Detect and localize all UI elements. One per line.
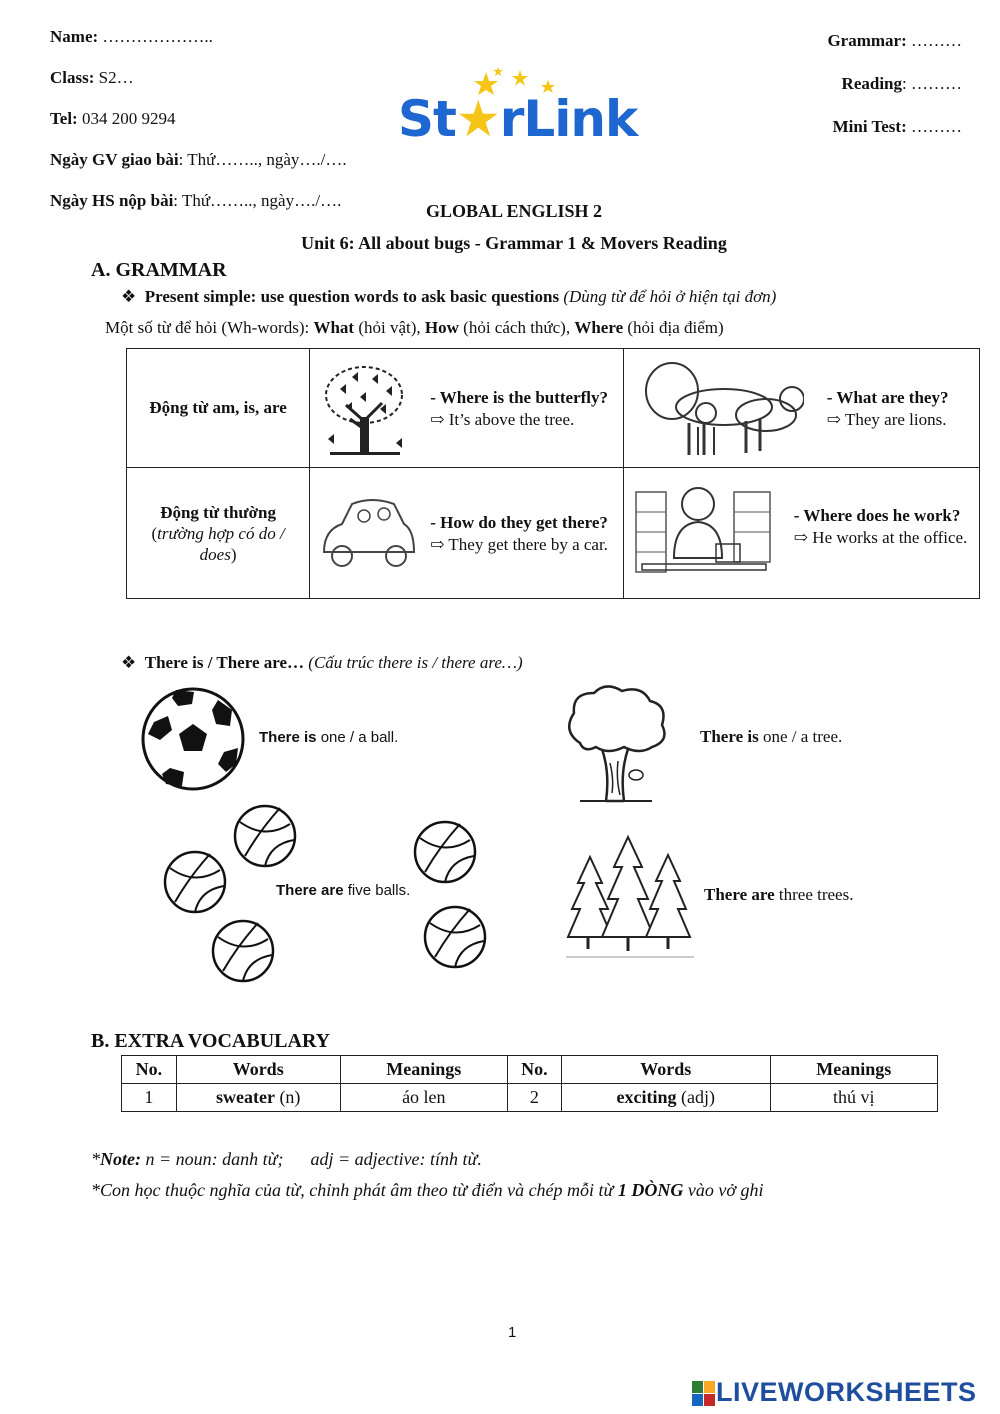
- arrow-icon: ⇨: [430, 410, 445, 429]
- tel-line: Tel: 034 200 9294: [50, 109, 176, 128]
- arrow-icon: ⇨: [430, 535, 445, 554]
- answer-car: They get there by a car.: [448, 535, 608, 554]
- starlink-logo: St★rLink: [398, 68, 648, 158]
- class-line: Class: S2…: [50, 68, 134, 87]
- verb-be-label: Động từ am, is, are: [127, 349, 310, 468]
- logo-star-icon: ★: [455, 90, 500, 148]
- there-is-ball: There is one / a ball.: [259, 729, 399, 746]
- bullet-present-simple: ❖ Present simple: use question words to ask basic questions (Dùng từ để hỏi ở hiện tại đơn): [121, 287, 777, 306]
- col-words: Words: [176, 1056, 340, 1084]
- col-meanings: Meanings: [770, 1056, 937, 1084]
- liveworksheets-icon: [692, 1381, 716, 1407]
- butterfly-cell: [310, 349, 624, 468]
- note-instructions: *Con học thuộc nghĩa của từ, chỉnh phát âm theo từ điển và chép mỗi từ 1 DÒNG vào vở ghi: [91, 1180, 764, 1200]
- there-are-balls: There are five balls.: [276, 882, 411, 899]
- diamond-bullet-icon: ❖: [121, 287, 137, 306]
- mini-test-score: Mini Test: ………: [832, 117, 962, 136]
- soccer-ball-icon: [140, 686, 246, 792]
- col-meanings: Meanings: [340, 1056, 507, 1084]
- vocabulary-table: [121, 1055, 938, 1112]
- answer-lions: They are lions.: [845, 410, 947, 429]
- bullet-there-is: ❖ There is / There are… (Cấu trúc there is / there are…): [121, 653, 523, 672]
- unit-title: Unit 6: All about bugs - Grammar 1 & Movers Reading: [301, 233, 727, 253]
- there-is-tree: There is one / a tree.: [700, 727, 843, 746]
- student-submit-date: Ngày HS nộp bài: Thứ…….., ngày…./….: [50, 191, 342, 210]
- arrow-icon: ⇨: [826, 410, 842, 429]
- lions-cell: [623, 349, 979, 468]
- question-lions: - What are they?: [826, 388, 949, 407]
- answer-office: He works at the office.: [812, 528, 968, 547]
- there-are-trees: There are three trees.: [704, 885, 854, 904]
- table-row: [122, 1084, 938, 1112]
- diamond-bullet-icon: ❖: [121, 653, 137, 672]
- vocab-no: 1: [122, 1084, 177, 1112]
- question-car: - How do they get there?: [430, 513, 608, 532]
- vocab-meaning: áo len: [340, 1084, 507, 1112]
- section-a-heading: A. GRAMMAR: [91, 259, 227, 281]
- teacher-assign-date: Ngày GV giao bài: Thứ…….., ngày…./….: [50, 150, 347, 169]
- note-abbreviations: *Note: n = noun: danh từ; adj = adjective: tính từ.: [91, 1149, 482, 1169]
- vocab-word: sweater (n): [176, 1084, 340, 1112]
- col-words: Words: [561, 1056, 770, 1084]
- regular-verb-label: Động từ thường (trường hợp có do / does): [127, 468, 310, 599]
- question-office: - Where does he work?: [793, 506, 961, 525]
- vocab-no: 2: [507, 1084, 561, 1112]
- car-cell: [310, 468, 624, 599]
- car-icon: [318, 490, 418, 580]
- lions-icon: [634, 355, 804, 463]
- three-trees-icon: [566, 833, 694, 963]
- answer-butterfly: It’s above the tree.: [448, 410, 575, 429]
- grammar-table: [126, 348, 980, 599]
- page-number: 1: [508, 1324, 517, 1341]
- arrow-icon: ⇨: [793, 528, 809, 547]
- course-title: GLOBAL ENGLISH 2: [425, 201, 603, 221]
- office-cell: [623, 468, 979, 599]
- tree-icon: [560, 683, 670, 805]
- grammar-score: Grammar: ………: [827, 31, 962, 50]
- vocab-meaning: thú vị: [770, 1084, 937, 1112]
- office-worker-icon: [634, 478, 774, 590]
- col-no: No.: [122, 1056, 177, 1084]
- vocab-word: exciting (adj): [561, 1084, 770, 1112]
- name-line: Name: ………………..: [50, 27, 213, 46]
- col-no: No.: [507, 1056, 561, 1084]
- section-b-heading: B. EXTRA VOCABULARY: [91, 1030, 331, 1052]
- butterfly-tree-icon: [320, 359, 410, 459]
- reading-score: Reading: ………: [841, 74, 962, 93]
- wh-words-line: Một số từ để hỏi (Wh-words): What (hỏi vật), How (hỏi cách thức), Where (hỏi địa điểm): [105, 318, 724, 337]
- name-blank[interactable]: ………………..: [102, 27, 213, 46]
- question-butterfly: - Where is the butterfly?: [430, 388, 609, 407]
- table-header-row: [122, 1056, 938, 1084]
